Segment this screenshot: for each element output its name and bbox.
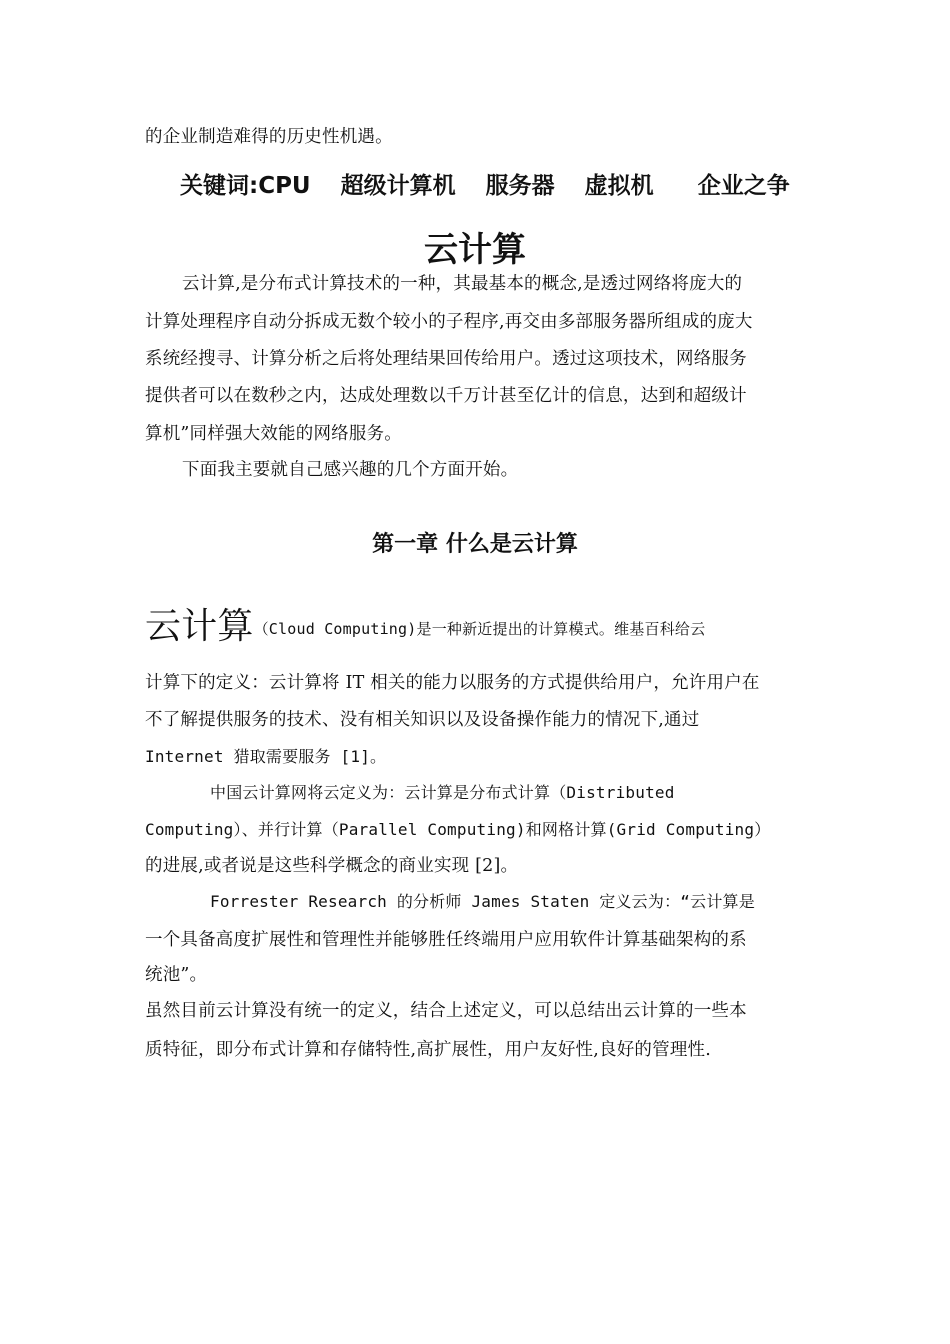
keyword-item: 虚拟机 <box>584 173 654 199</box>
paragraph-line: 云计算,是分布式计算技术的一种，其最基本的概念,是透过网络将庞大的 <box>182 274 743 294</box>
keywords-line <box>180 167 820 200</box>
keyword-item: 超级计算机 <box>340 173 456 199</box>
paragraph-line: Internet 猎取需要服务 [1]。 <box>145 747 387 766</box>
paragraph-line: Forrester Research 的分析师 James Staten 定义云为：“云计算是 <box>210 892 755 911</box>
paragraph-line: 系统经搜寻、计算分析之后将处理结果回传给用户。透过这项技术，网络服务 <box>145 349 747 369</box>
definition-lead-term: 云计算 <box>145 606 254 647</box>
paragraph-line: 计算处理程序自动分拆成无数个较小的子程序,再交由多部服务器所组成的庞大 <box>145 312 753 332</box>
page-title: 云计算 <box>424 230 526 270</box>
keywords-label: 关键词:CPU <box>180 173 311 199</box>
paragraph-line: Computing）、并行计算（Parallel Computing)和网格计算(Grid Computing） <box>145 820 771 839</box>
paragraph-line: 统池”。 <box>145 965 208 985</box>
paragraph-line: 不了解提供服务的技术、没有相关知识以及设备操作能力的情况下,通过 <box>145 710 700 730</box>
definition-lead-line <box>145 606 810 654</box>
intro-tail-text: 的企业制造难得的历史性机遇。 <box>145 127 393 147</box>
paragraph-line: 算机”同样强大效能的网络服务。 <box>145 424 402 444</box>
paragraph-line: 提供者可以在数秒之内，达成处理数以千万计甚至亿计的信息，达到和超级计 <box>145 386 747 406</box>
chapter-title: 第一章 什么是云计算 <box>372 532 578 557</box>
paragraph-line: 虽然目前云计算没有统一的定义，结合上述定义，可以总结出云计算的一些本 <box>145 1001 747 1021</box>
definition-lead-text: （Cloud Computing)是一种新近提出的计算模式。维基百科给云 <box>253 620 706 638</box>
keyword-item: 服务器 <box>485 173 555 199</box>
paragraph-line: 中国云计算网将云定义为：云计算是分布式计算（Distributed <box>210 783 675 802</box>
paragraph-line: 下面我主要就自己感兴趣的几个方面开始。 <box>182 460 519 480</box>
paragraph-line: 的进展,或者说是这些科学概念的商业实现 [2]。 <box>145 856 519 876</box>
paragraph-line: 一个具备高度扩展性和管理性并能够胜任终端用户应用软件计算基础架构的系 <box>145 930 747 950</box>
keyword-item: 企业之争 <box>697 173 790 199</box>
paragraph-line: 计算下的定义：云计算将 IT 相关的能力以服务的方式提供给用户，允许用户在 <box>145 673 760 693</box>
paragraph-line: 质特征，即分布式计算和存储特性,高扩展性，用户友好性,良好的管理性. <box>145 1040 711 1060</box>
